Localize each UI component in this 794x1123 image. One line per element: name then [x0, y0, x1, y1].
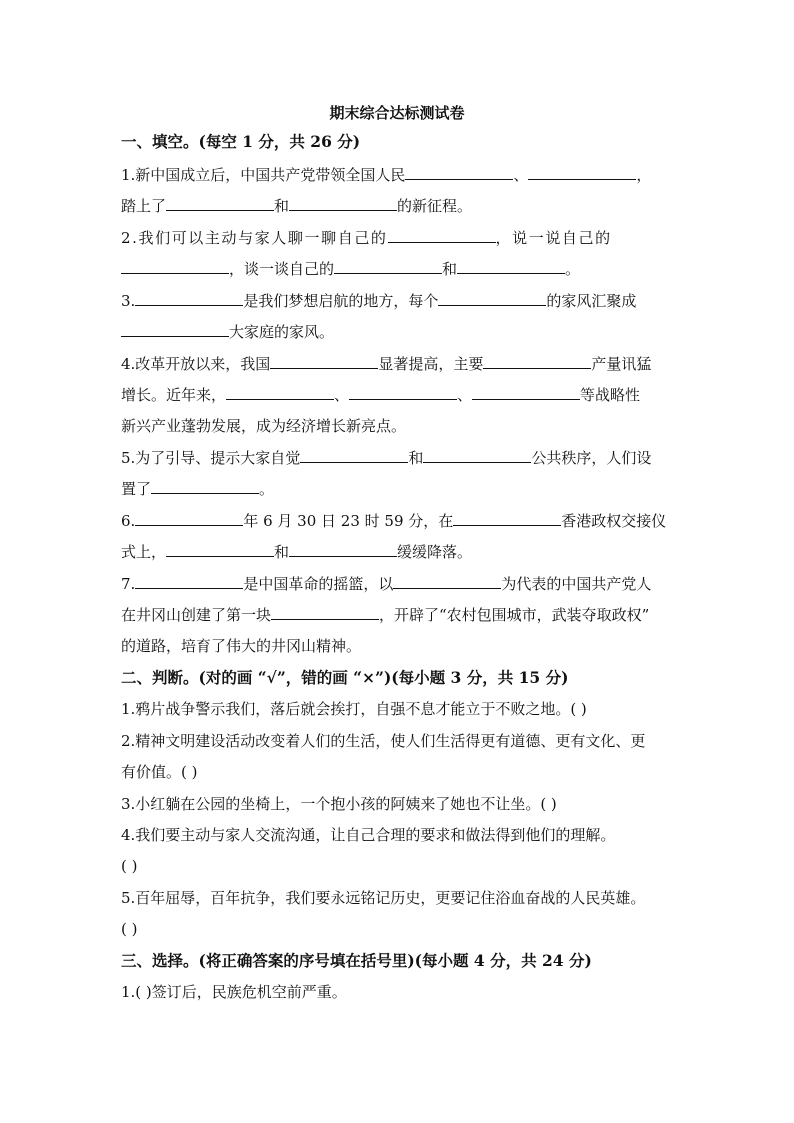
- judgement-line: 1.鸦片战争警示我们，落后就会挨打，自强不息才能立于不败之地。( ): [121, 700, 587, 718]
- question-text: 缓缓降落。: [397, 543, 473, 561]
- answer-blank[interactable]: [483, 354, 591, 369]
- question-3-line-2: [121, 322, 674, 342]
- question-text: 、: [457, 386, 473, 404]
- choice-question-1: 1.( )签订后，民族危机空前严重。: [121, 983, 347, 1001]
- question-text: ，说一说自己的: [495, 229, 612, 247]
- answer-blank[interactable]: [388, 228, 496, 243]
- question-5-line-2: [121, 479, 674, 499]
- question-text: 的新征程。: [397, 197, 473, 215]
- judgement-line: 有价值。( ): [121, 763, 198, 781]
- judgement-line: ( ): [121, 857, 138, 875]
- question-text: 7.: [121, 575, 136, 593]
- judgement-line: 5.百年屈辱，百年抗争，我们要永远铭记历史，更要记住浴血奋战的人民英雄。: [121, 889, 646, 907]
- answer-blank[interactable]: [438, 291, 546, 306]
- answer-blank[interactable]: [151, 479, 259, 494]
- question-text: 置了: [121, 480, 152, 498]
- question-3-line-1: [121, 291, 674, 311]
- question-4-line-2: [121, 385, 674, 405]
- question-text: ，开辟了“农村包围城市，武装夺取政权”: [379, 606, 650, 624]
- answer-blank[interactable]: [334, 259, 442, 274]
- answer-blank[interactable]: [349, 385, 457, 400]
- answer-blank[interactable]: [166, 196, 274, 211]
- question-text: 和: [408, 449, 424, 467]
- answer-blank[interactable]: [472, 385, 580, 400]
- question-text: 。: [259, 480, 275, 498]
- answer-blank[interactable]: [121, 322, 229, 337]
- question-6-line-1: [121, 511, 674, 531]
- question-7-line-1: [121, 574, 674, 594]
- answer-blank[interactable]: [270, 354, 378, 369]
- question-text: 、: [334, 386, 350, 404]
- answer-blank[interactable]: [289, 196, 397, 211]
- question-text: 是我们梦想启航的地方，每个: [243, 292, 439, 310]
- question-text: 和: [442, 260, 458, 278]
- question-text: 1.新中国成立后，中国共产党带领全国人民: [121, 166, 406, 184]
- answer-blank[interactable]: [393, 574, 501, 589]
- exam-title: 期末综合达标测试卷: [329, 104, 465, 122]
- question-1-line-2: [121, 196, 674, 216]
- question-6-line-2: [121, 542, 674, 562]
- question-7-line-3: 的道路，培育了伟大的井冈山精神。: [121, 637, 362, 655]
- question-text: 3.: [121, 292, 136, 310]
- answer-blank[interactable]: [457, 259, 565, 274]
- question-text: 4.改革开放以来，我国: [121, 355, 271, 373]
- question-text: 和: [274, 197, 290, 215]
- judgement-line: 2.精神文明建设活动改变着人们的生活，使人们生活得更有道德、更有文化、更: [121, 732, 646, 750]
- question-4-line-1: [121, 354, 674, 374]
- answer-blank[interactable]: [271, 605, 379, 620]
- section-choice-heading: 三、选择。(将正确答案的序号填在括号里)(每小题 4 分，共 24 分): [121, 951, 592, 970]
- question-text: 式上，: [121, 543, 167, 561]
- question-text: 增长。近年来，: [121, 386, 227, 404]
- question-1-line-1: [121, 165, 674, 185]
- question-text: 等战略性: [580, 386, 641, 404]
- answer-blank[interactable]: [135, 291, 243, 306]
- answer-blank[interactable]: [226, 385, 334, 400]
- question-text: 5.为了引导、提示大家自觉: [121, 449, 301, 467]
- question-text: 显著提高，主要: [378, 355, 484, 373]
- answer-blank[interactable]: [121, 259, 229, 274]
- question-2-line-1: [121, 228, 674, 248]
- question-text: 、: [513, 166, 529, 184]
- answer-blank[interactable]: [423, 448, 531, 463]
- answer-blank[interactable]: [135, 574, 243, 589]
- question-text: 的家风汇聚成: [546, 292, 637, 310]
- question-text: 为代表的中国共产党人: [501, 575, 652, 593]
- answer-blank[interactable]: [453, 511, 561, 526]
- question-text: 产量讯猛: [591, 355, 652, 373]
- question-7-line-2: [121, 605, 674, 625]
- question-text: 大家庭的家风。: [229, 323, 335, 341]
- question-text: 在井冈山创建了第一块: [121, 606, 272, 624]
- section-judgement-heading: 二、判断。(对的画 “√”，错的画 “×”)(每小题 3 分，共 15 分): [121, 668, 569, 687]
- question-text: 。: [565, 260, 581, 278]
- answer-blank[interactable]: [135, 511, 243, 526]
- question-text: 和: [274, 543, 290, 561]
- question-text: 2.我们可以主动与家人聊一聊自己的: [121, 229, 388, 247]
- answer-blank[interactable]: [405, 165, 513, 180]
- section-fill-blank-heading: 一、填空。(每空 1 分，共 26 分): [121, 132, 361, 151]
- question-2-line-2: [121, 259, 674, 279]
- question-5-line-1: [121, 448, 674, 468]
- question-text: ，谈一谈自己的: [229, 260, 335, 278]
- answer-blank[interactable]: [528, 165, 636, 180]
- answer-blank[interactable]: [166, 542, 274, 557]
- question-text: 踏上了: [121, 197, 167, 215]
- question-text: ，: [636, 166, 652, 184]
- question-text: 年 6 月 30 日 23 时 59 分，在: [243, 512, 454, 530]
- answer-blank[interactable]: [289, 542, 397, 557]
- question-text: 公共秩序，人们设: [531, 449, 652, 467]
- answer-blank[interactable]: [300, 448, 408, 463]
- question-text: 6.: [121, 512, 136, 530]
- judgement-line: ( ): [121, 920, 138, 938]
- question-text: 是中国革命的摇篮，以: [243, 575, 394, 593]
- question-text: 香港政权交接仪: [561, 512, 667, 530]
- judgement-line: 3.小红躺在公园的坐椅上，一个抱小孩的阿姨来了她也不让坐。( ): [121, 795, 557, 813]
- question-4-line-3: 新兴产业蓬勃发展，成为经济增长新亮点。: [121, 417, 407, 435]
- judgement-line: 4.我们要主动与家人交流沟通，让自己合理的要求和做法得到他们的理解。: [121, 826, 616, 844]
